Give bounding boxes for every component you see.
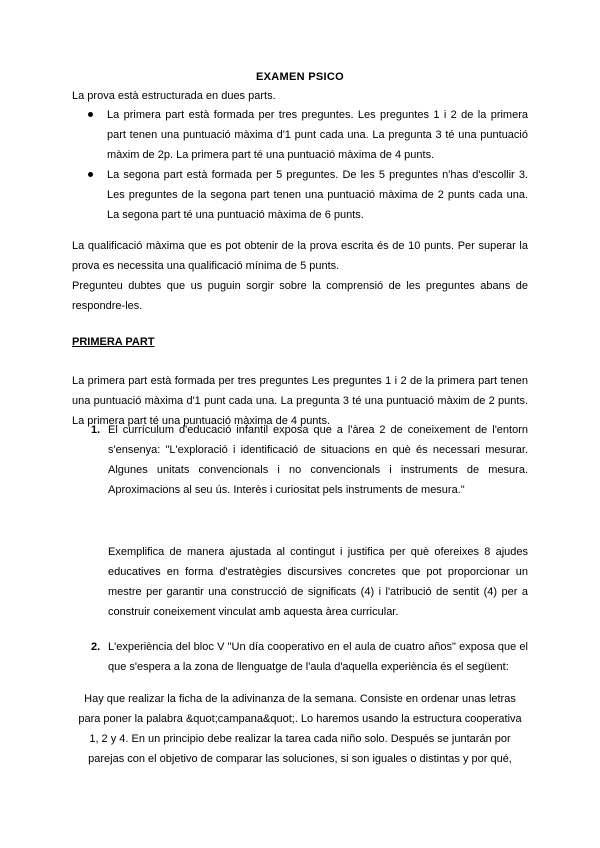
question-2-text: L'experiència del bloc V "Un día cooperativo en el aula de cuatro años" exposa que el que s'espera a la zona de llenguatge de l'aula d'aquella experiència és el següent:	[108, 641, 528, 673]
list-item	[88, 165, 528, 225]
qualification-paragraph: La qualificació màxima que es pot obtenir de la prova escrita és de 10 punts. Per superar la prova es necessita una qualificació mínima de 5 punts.	[72, 240, 528, 272]
list-item-text: La segona part està formada per 5 preguntes. De les 5 preguntes n'has d'escollir 3. Les preguntes de la segona part tenen una puntuació màxima de 2 punts cada una. La segona part té una puntuació màxima de 6 punts.	[107, 169, 528, 221]
doubts-paragraph: Pregunteu dubtes que us puguin sorgir sobre la comprensió de les preguntes abans de respondre-les.	[72, 280, 528, 312]
bullet-icon	[88, 172, 93, 177]
question-1-number: 1.	[91, 424, 101, 436]
structure-list	[88, 105, 528, 225]
list-item-text: La primera part està formada per tres preguntes. Les preguntes 1 i 2 de la primera part tenen una puntuació màxima d'1 punt cada una. La pregunta 3 té una puntuació màxim de 2p. La primera part té una puntuació màxima de 4 punts.	[107, 109, 528, 161]
question-2-number: 2.	[91, 641, 101, 653]
list-item	[88, 105, 528, 165]
question-1-task: Exemplifica de manera ajustada al contingut i justifica per què ofereixes 8 ajudes educatives en forma d'estratègies discursives concretes que pot proporcionar un mestre per garantir una construcció de significats (4) i l'atribució de sentit (4) per a construir coneixement vinculat amb aquesta àrea curricular.	[108, 546, 528, 618]
intro-text: La prova està estructurada en dues parts.	[72, 90, 276, 102]
section-intro: La primera part està formada per tres preguntes Les preguntes 1 i 2 de la primera part tenen una puntuació màxima d'1 punt cada una. La pregunta 3 té una puntuació màxim de 2 punts. La primera part té una puntuació màxima de 4 punts.	[72, 375, 528, 427]
bullet-icon	[88, 112, 93, 117]
page-title: EXAMEN PSICO	[256, 71, 344, 83]
question-1-text: El currículum d'educació infantil exposa que a l'àrea 2 de coneixement de l'entorn s'ensenya: "L'exploració i identificació de situacions en què és necessari mesurar. Algunes unitats convencionals i no convencionals i instruments de mesura. Aproximacions al seu ús. Interès i curiositat pels instruments de mesura."	[108, 424, 528, 496]
quoted-activity-text: Hay que realizar la ficha de la adivinanza de la semana. Consiste en ordenar unas letras para poner la palabra &quot;campana&quot;. Lo haremos usando la estructura cooperativa 1, 2 y 4. En un principio debe realizar la tarea cada niño solo. Después se juntarán por parejas con el objetivo de comparar las soluciones, si son iguales o distintas y por qué,	[78, 693, 522, 765]
section-title: PRIMERA PART	[72, 336, 155, 348]
